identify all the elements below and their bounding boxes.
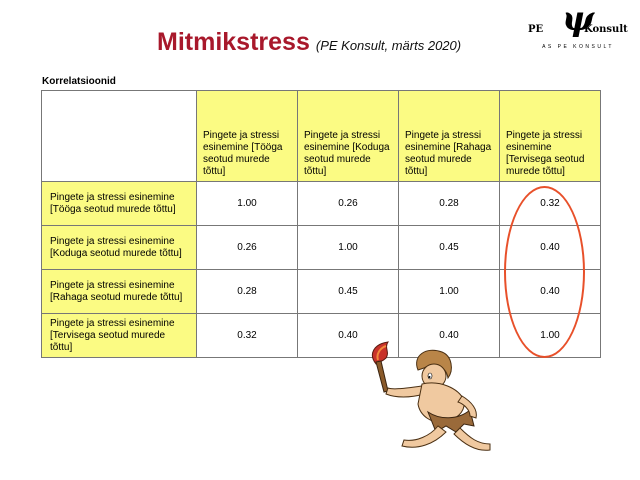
logo-tagline: AS PE KONSULT — [542, 44, 614, 50]
correlation-cell: 0.28 — [399, 182, 500, 226]
row-header: Pingete ja stressi esinemine [Koduga seotud murede tõttu] — [42, 226, 197, 270]
correlation-cell: 0.45 — [298, 270, 399, 314]
correlation-cell: 0.26 — [298, 182, 399, 226]
slide-title — [157, 28, 461, 57]
correlation-cell: 0.28 — [197, 270, 298, 314]
correlation-cell: 1.00 — [298, 226, 399, 270]
title-subtitle: (PE Konsult, märts 2020) — [315, 38, 462, 53]
table-caption: Korrelatsioonid — [42, 76, 116, 87]
correlation-cell: 0.32 — [500, 182, 601, 226]
row-header: Pingete ja stressi esinemine [Tööga seotud murede tõttu] — [42, 182, 197, 226]
correlation-cell: 0.32 — [197, 314, 298, 358]
column-header: Pingete ja stressi esinemine [Tervisega seotud murede tõttu] — [500, 91, 601, 182]
psi-icon: ψ — [562, 0, 595, 39]
correlation-cell: 0.45 — [399, 226, 500, 270]
correlation-cell: 1.00 — [399, 270, 500, 314]
logo-right-word: Konsult — [584, 24, 628, 35]
row-header: Pingete ja stressi esinemine [Tervisega seotud murede tõttu] — [42, 314, 197, 358]
correlation-cell: 0.40 — [298, 314, 399, 358]
logo-left-word: PE — [528, 24, 544, 35]
highlight-circle — [504, 186, 585, 358]
correlation-cell: 0.40 — [399, 314, 500, 358]
row-header: Pingete ja stressi esinemine [Rahaga seotud murede tõttu] — [42, 270, 197, 314]
correlation-cell: 0.40 — [500, 270, 601, 314]
title-main: Mitmikstress — [157, 28, 310, 56]
correlation-cell: 1.00 — [197, 182, 298, 226]
table-header-row — [42, 91, 601, 182]
correlation-cell: 0.40 — [500, 226, 601, 270]
table-corner-cell — [42, 91, 197, 182]
pe-konsult-logo — [528, 0, 628, 50]
correlation-cell: 1.00 — [500, 314, 601, 358]
column-header: Pingete ja stressi esinemine [Koduga seotud murede tõttu] — [298, 91, 399, 182]
column-header: Pingete ja stressi esinemine [Rahaga seotud murede tõttu] — [399, 91, 500, 182]
caveman-with-torch-illustration — [360, 340, 500, 460]
correlation-cell: 0.26 — [197, 226, 298, 270]
column-header: Pingete ja stressi esinemine [Tööga seotud murede tõttu] — [197, 91, 298, 182]
